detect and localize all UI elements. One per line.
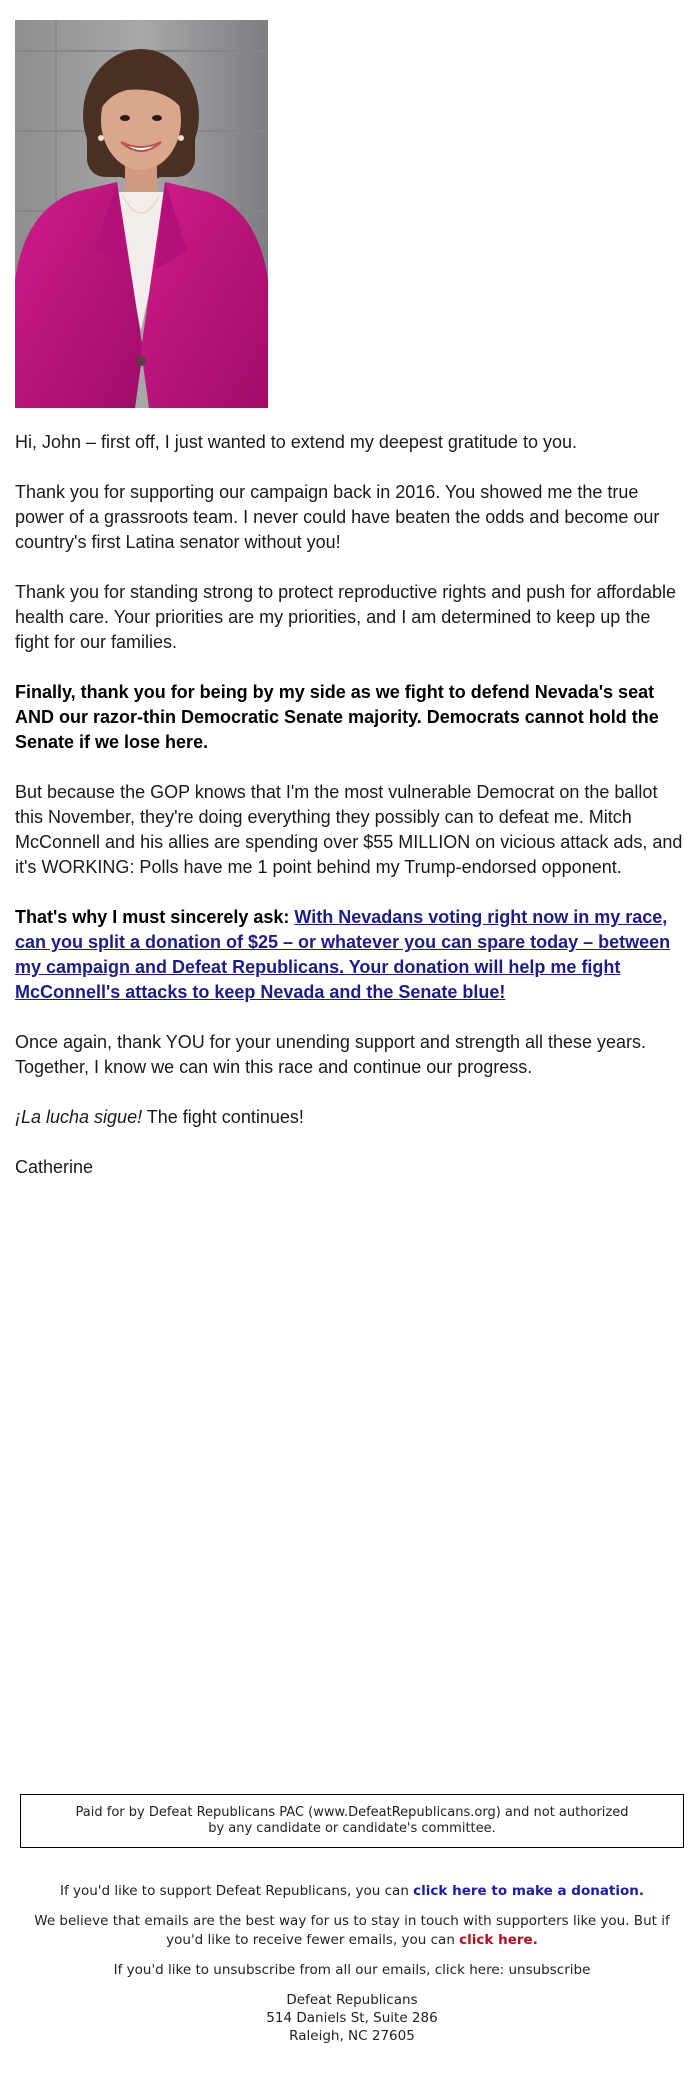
- fewer-emails-text: We believe that emails are the best way for us to stay in touch with supporters like you. But if you'd like to receive fewer emails, you can: [34, 1913, 670, 1948]
- support-text: If you'd like to support Defeat Republicans, you can: [59, 1883, 414, 1899]
- address-city: Raleigh, NC 27605: [289, 2028, 415, 2044]
- signature: Catherine: [15, 1157, 94, 1177]
- mailing-address: [20, 1991, 684, 2045]
- fewer-emails-line: [20, 1912, 684, 1950]
- paid-for-disclaimer: [20, 1794, 684, 1848]
- donation-link[interactable]: click here to make a donation.: [413, 1883, 645, 1899]
- support-line: [20, 1882, 684, 1901]
- donation-ask-paragraph: [15, 905, 685, 1005]
- closing-paragraph: Once again, thank YOU for your unending support and strength all these years. Together, I know we can win this race and continue our progress.: [15, 1032, 647, 1077]
- letter-body: [15, 430, 685, 1205]
- disclaimer-text: Paid for by Defeat Republicans PAC (www.DefeatRepublicans.org) and not authorized by any candidate or candidate's committee.: [75, 1805, 629, 1836]
- unsubscribe-line: [20, 1961, 684, 1980]
- portrait-photo-icon: [15, 20, 268, 408]
- candidate-photo: [15, 20, 268, 408]
- lucha-paragraph: [15, 1105, 685, 1130]
- thanks-priorities-paragraph: Thank you for standing strong to protect reproductive rights and push for affordable health care. Your priorities are my priorities, and I am determined to keep up the fight for our families.: [15, 582, 677, 652]
- greeting-paragraph: Hi, John – first off, I just wanted to extend my deepest gratitude to you.: [15, 432, 577, 452]
- thanks-2016-paragraph: Thank you for supporting our campaign back in 2016. You showed me the true power of a grassroots team. I never could have beaten the odds and become our country's first Latina senator without you!: [15, 482, 660, 552]
- donation-ask-link[interactable]: With Nevadans voting right now in my race, can you split a donation of $25 – or whatever you can spare today – between my campaign and Defeat Republicans. Your donation will help me fight McConnell's attacks to keep Nevada and the Senate blue!: [15, 907, 671, 1002]
- unsubscribe-link[interactable]: unsubscribe: [508, 1962, 591, 1978]
- donation-ask-lead: That's why I must sincerely ask:: [15, 907, 290, 927]
- address-street: 514 Daniels St, Suite 286: [266, 2010, 438, 2026]
- lucha-italic: ¡La lucha sigue!: [15, 1107, 143, 1127]
- unsubscribe-text: If you'd like to unsubscribe from all our emails, click here:: [113, 1962, 509, 1978]
- fewer-emails-link[interactable]: click here.: [459, 1932, 538, 1948]
- email-footer: [20, 1882, 684, 2045]
- senate-majority-paragraph: Finally, thank you for being by my side as we fight to defend Nevada's seat AND our razor-thin Democratic Senate majority. Democrats cannot hold the Senate if we lose here.: [15, 682, 659, 752]
- address-name: Defeat Republicans: [286, 1992, 418, 2008]
- lucha-rest: The fight continues!: [142, 1107, 304, 1127]
- gop-attack-paragraph: But because the GOP knows that I'm the most vulnerable Democrat on the ballot this November, they're doing everything they possibly can to defeat me. Mitch McConnell and his allies are spending over $55 MILLION on vicious attack ads, and it's WORKING: Polls have me 1 point behind my Trump-endorsed opponent.: [15, 782, 683, 877]
